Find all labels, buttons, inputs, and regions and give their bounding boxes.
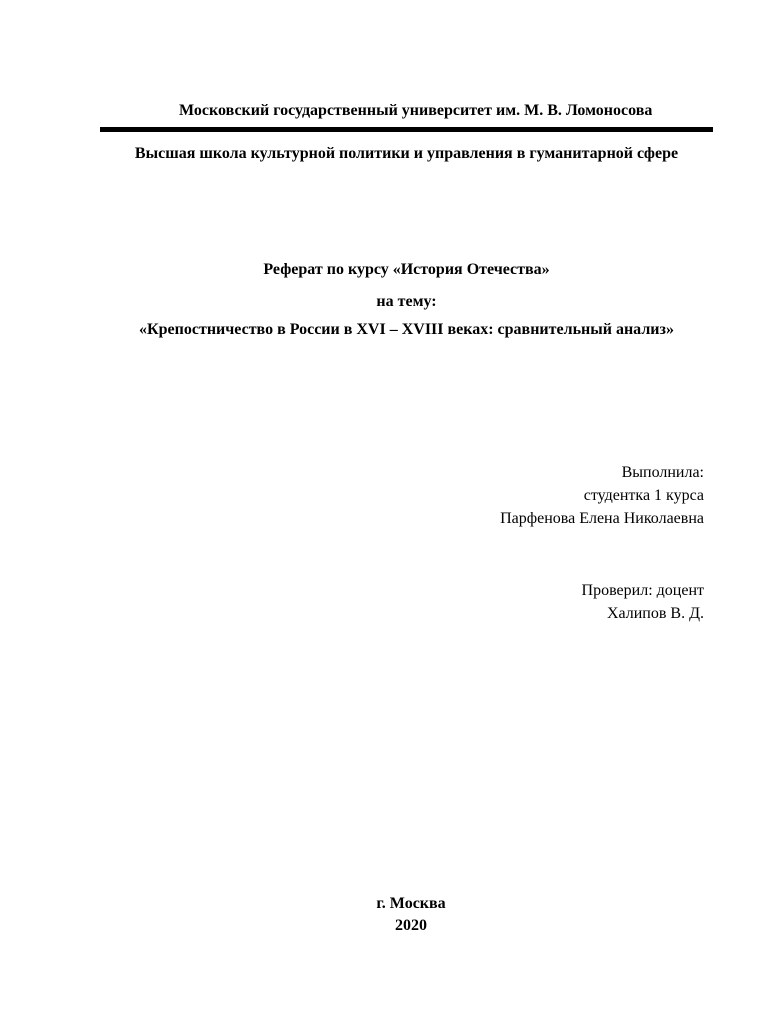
author-block xyxy=(304,461,704,530)
checker-label: Проверил: доцент xyxy=(581,582,704,599)
author-name: Парфенова Елена Николаевна xyxy=(500,510,704,527)
on-topic-label: на тему: xyxy=(376,293,437,310)
author-status: студентка 1 курса xyxy=(583,487,704,504)
footer-block xyxy=(300,893,522,937)
checker-name: Халипов В. Д. xyxy=(606,605,704,622)
author-label: Выполнила: xyxy=(621,464,704,481)
header-rule xyxy=(100,127,713,132)
course-line: Реферат по курсу «История Отечества» xyxy=(263,261,550,278)
university-name: Московский государственный университет им. М. В. Ломоносова xyxy=(179,102,653,119)
footer-year: 2020 xyxy=(395,917,427,934)
school-name: Высшая школа культурной политики и управления в гуманитарной сфере xyxy=(134,145,679,162)
checker-block xyxy=(304,579,704,625)
footer-city: г. Москва xyxy=(376,895,446,912)
essay-title: «Крепостничество в России в XVI – XVIII веках: сравнительный анализ» xyxy=(139,321,674,338)
